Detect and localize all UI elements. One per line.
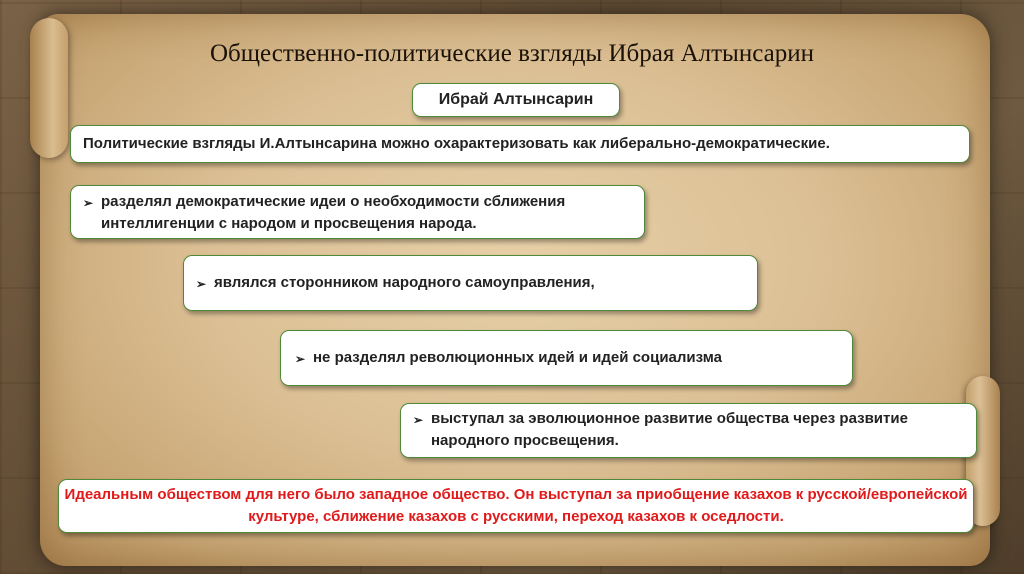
arrow-bullet-icon: ➢ bbox=[413, 413, 424, 427]
point-box-3 bbox=[280, 330, 853, 386]
slide-title: Общественно-политические взгляды Ибрая Алтынсарин bbox=[210, 40, 814, 67]
point-box-2 bbox=[183, 255, 758, 311]
arrow-bullet-icon: ➢ bbox=[196, 277, 207, 291]
point-text-2: являлся сторонником народного самоуправления, bbox=[214, 274, 595, 291]
arrow-bullet-icon: ➢ bbox=[295, 352, 306, 366]
point-box-4 bbox=[400, 403, 977, 458]
conclusion-box: Идеальным обществом для него было западное общество. Он выступал за приобщение казахов к русской/европейской культуре, сближение казахов с русскими, переход казахов к оседлости. bbox=[58, 479, 974, 533]
point-text-4: выступал за эволюционное развитие общества через развитие народного просвещения. bbox=[431, 410, 908, 449]
arrow-bullet-icon: ➢ bbox=[83, 196, 94, 210]
intro-statement: Политические взгляды И.Алтынсарина можно охарактеризовать как либерально-демократические. bbox=[70, 125, 970, 163]
point-text-3: не разделял революционных идей и идей социализма bbox=[313, 349, 722, 366]
name-label: Ибрай Алтынсарин bbox=[412, 83, 620, 117]
point-text-1: разделял демократические идеи о необходимости сближения интеллигенции с народом и просвещения народа. bbox=[101, 193, 566, 232]
point-box-1 bbox=[70, 185, 645, 239]
scroll-curl-left bbox=[30, 18, 68, 158]
